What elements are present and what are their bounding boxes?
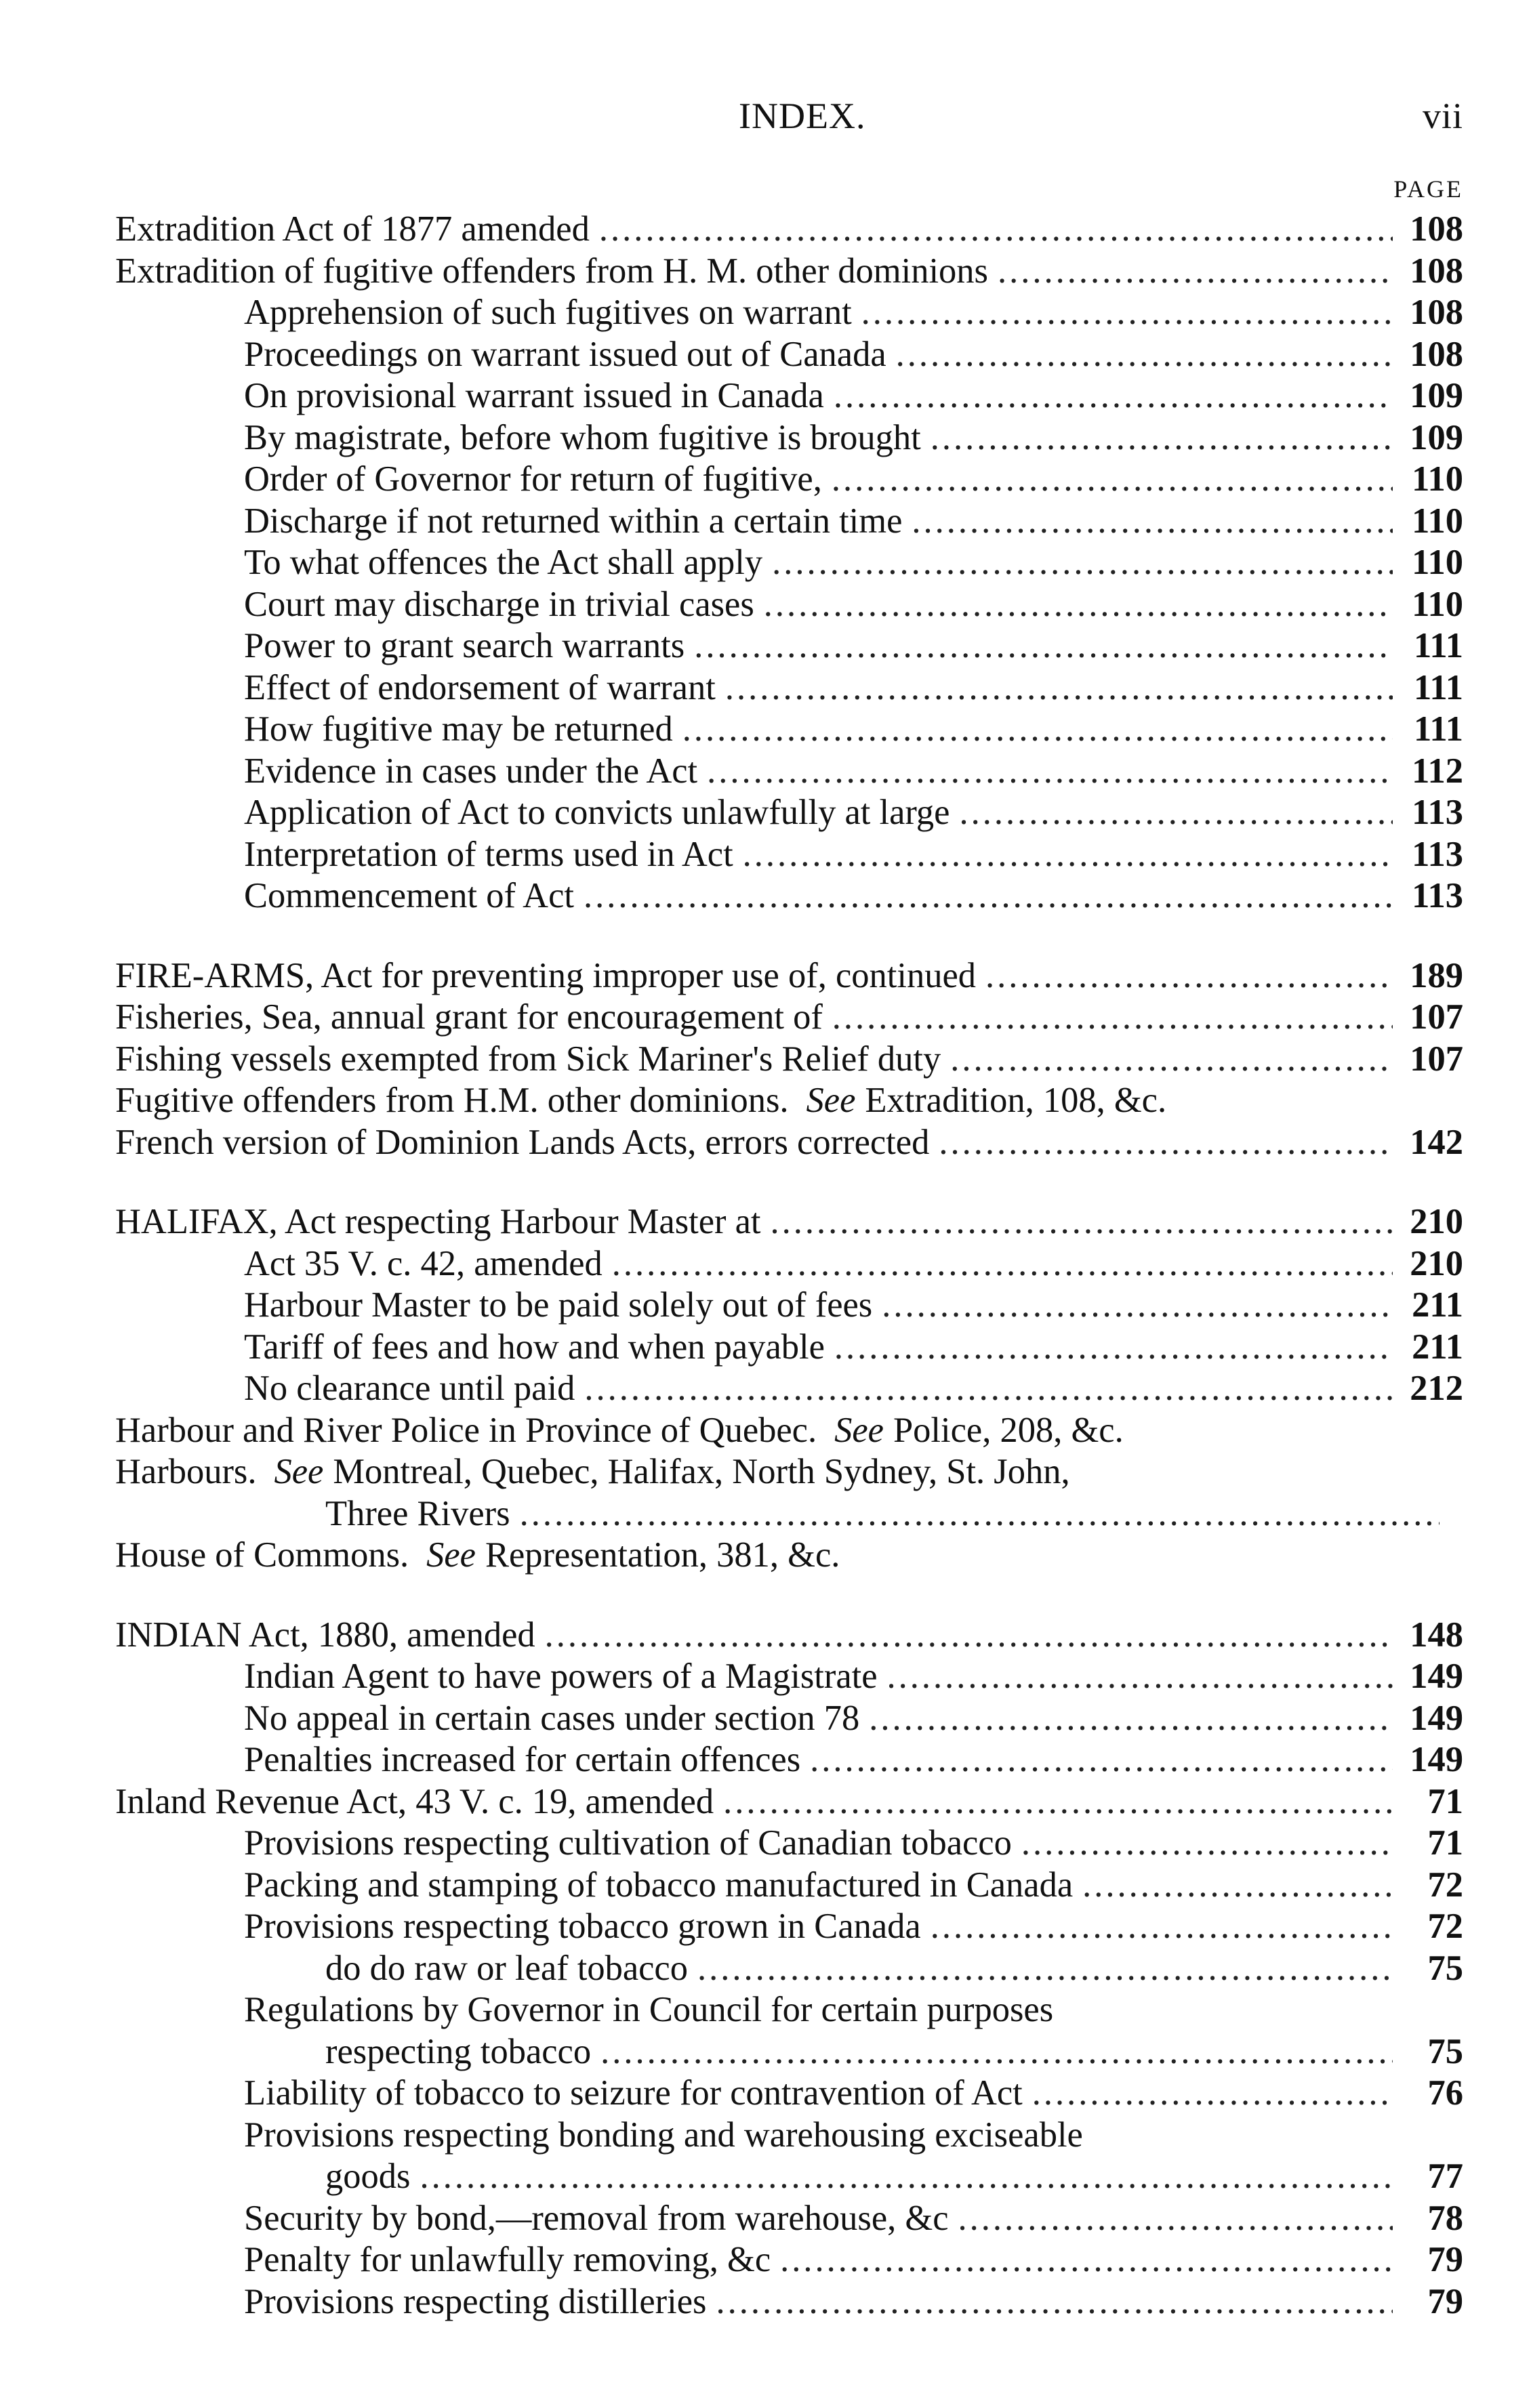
page-number: vii [1422,96,1463,136]
entry-text: Provisions respecting tobacco grown in Canada [244,1907,921,1946]
entry-text: French version of Dominion Lands Acts, errors corrected [115,1122,930,1162]
entry-page-number: 72 [1427,1865,1463,1905]
index-entry [115,2031,1463,2073]
entry-page-number: 108 [1410,334,1463,374]
entry-text: Interpretation of terms used in Act [244,834,733,874]
dot-leader [912,501,1393,543]
dot-leader [939,1122,1393,1164]
entry-text: FIRE-ARMS, Act for preventing improper use of, continued [115,955,976,995]
entry-text: Security by bond,—removal from warehouse, &c [244,2198,949,2238]
index-entry [115,1451,1463,1493]
dot-leader [772,542,1393,584]
entry-text: By magistrate, before whom fugitive is brought [244,417,921,457]
index-entry [115,2115,1463,2157]
section-gap [115,1577,1463,1615]
entry-text: Court may discharge in trivial cases [244,584,754,624]
entry-page-number: 72 [1427,1907,1463,1946]
entry-text: Harbour and River Police in Province of Quebec. [115,1410,817,1450]
entry-page-number: 110 [1412,543,1463,582]
dot-leader [887,1656,1393,1698]
entry-text: Liability of tobacco to seizure for contravention of Act [244,2073,1023,2113]
see-reference-label: See [806,1081,856,1120]
entry-text: Apprehension of such fugitives on warrant [244,293,852,332]
dot-leader [1021,1823,1393,1865]
dot-leader [694,625,1393,667]
index-entry [115,997,1463,1039]
dot-leader [1082,1865,1393,1907]
index-entry [115,292,1463,334]
index-entry [115,251,1463,293]
dot-leader [896,334,1393,376]
entry-text: INDIAN Act, 1880, amended [115,1615,535,1655]
dot-leader [882,1285,1393,1327]
dot-leader [723,1781,1393,1823]
entry-text: Evidence in cases under the Act [244,751,698,791]
index-entry [115,625,1463,667]
entry-page-number: 210 [1410,1243,1463,1283]
dot-leader [545,1615,1393,1657]
index-entry [115,542,1463,584]
index-entry [115,2073,1463,2115]
entry-page-number: 111 [1414,626,1463,665]
dot-leader [420,2156,1393,2198]
index-entry [115,709,1463,751]
entry-text: Packing and stamping of tobacco manufactured in Canada [244,1865,1074,1905]
entry-text: To what offences the Act shall apply [244,543,763,582]
entry-text: Extradition of fugitive offenders from H. M. other dominions [115,251,988,291]
entry-text: Extradition Act of 1877 amended [115,209,590,249]
index-entry [115,1656,1463,1698]
entry-text: Three Rivers [325,1493,510,1533]
index-entry [115,1989,1463,2031]
entry-text: Effect of endorsement of warrant [244,667,716,707]
entry-text: Fugitive offenders from H.M. other dominions. [115,1081,789,1120]
index-list [115,209,1463,2323]
entry-text: No clearance until paid [244,1369,575,1408]
entry-text: Order of Governor for return of fugitive, [244,459,822,499]
entry-text: Penalties increased for certain offences [244,1740,801,1779]
index-entry [115,1615,1463,1657]
index-entry [115,751,1463,793]
entry-page-number: 149 [1410,1740,1463,1779]
dot-leader [764,584,1393,626]
index-entry [115,1039,1463,1081]
dot-leader [599,209,1393,251]
entry-text: Commencement of Act [244,876,574,915]
index-entry [115,1948,1463,1990]
entry-text: do do raw or leaf tobacco [325,1948,688,1988]
dot-leader [998,251,1393,293]
entry-page-number: 113 [1412,876,1463,915]
dot-leader [780,2239,1393,2281]
dot-leader [771,1201,1393,1243]
see-reference-label: See [834,1410,884,1450]
entry-text: Act 35 V. c. 42, amended [244,1243,603,1283]
index-entry [115,955,1463,997]
index-entry [115,1080,1463,1122]
index-entry [115,1285,1463,1327]
index-entry [115,1823,1463,1865]
dot-leader [584,1368,1393,1410]
entry-page-number: 107 [1410,1039,1463,1079]
index-entry [115,501,1463,543]
entry-text: Inland Revenue Act, 43 V. c. 19, amended [115,1781,714,1821]
page-column-label: PAGE [1393,175,1463,203]
entry-page-number: 148 [1410,1615,1463,1655]
index-entry [115,667,1463,709]
entry-text: Penalty for unlawfully removing, &c [244,2240,771,2279]
see-reference-target: Extradition, 108, &c. [865,1081,1167,1120]
entry-page-number: 142 [1410,1122,1463,1162]
entry-page-number: 211 [1412,1285,1463,1325]
index-entry [115,2198,1463,2240]
entry-page-number: 110 [1412,459,1463,499]
index-entry [115,1865,1463,1907]
see-reference-label: See [426,1535,476,1575]
dot-leader [985,955,1393,997]
index-entry [115,792,1463,834]
index-entry [115,417,1463,459]
entry-text: Provisions respecting bonding and warehousing exciseable [244,2115,1083,2155]
index-entry [115,209,1463,251]
dot-leader [697,1948,1393,1990]
entry-text: Indian Agent to have powers of a Magistrate [244,1657,878,1696]
index-entry [115,1122,1463,1164]
entry-text: Discharge if not returned within a certain time [244,501,903,541]
entry-text: On provisional warrant issued in Canada [244,376,824,415]
entry-text: House of Commons. [115,1535,409,1575]
dot-leader [612,1243,1393,1285]
entry-text: HALIFAX, Act respecting Harbour Master at [115,1202,761,1241]
entry-page-number: 109 [1410,376,1463,415]
section-gap [115,1163,1463,1201]
entry-page-number: 149 [1410,1657,1463,1696]
dot-leader [725,667,1393,709]
index-entry [115,1368,1463,1410]
entry-page-number: 211 [1412,1327,1463,1367]
index-entry [115,1698,1463,1740]
entry-text: Regulations by Governor in Council for certain purposes [244,1990,1054,2029]
index-entry [115,875,1463,917]
entry-page-number: 76 [1427,2073,1463,2113]
index-entry [115,2156,1463,2198]
index-entry [115,1410,1463,1452]
index-entry [115,375,1463,417]
index-entry [115,1781,1463,1823]
see-reference-label: See [274,1452,324,1491]
entry-page-number: 110 [1412,501,1463,541]
entry-page-number: 113 [1412,793,1463,832]
dot-leader [832,997,1393,1039]
entry-page-number: 71 [1427,1781,1463,1821]
entry-text: How fugitive may be returned [244,709,673,749]
entry-page-number: 107 [1410,997,1463,1037]
dot-leader [950,1039,1393,1081]
dot-leader [682,709,1393,751]
entry-text: Harbours. [115,1452,257,1491]
dot-leader [810,1739,1393,1781]
entry-page-number: 79 [1427,2240,1463,2279]
entry-page-number: 111 [1414,667,1463,707]
index-entry [115,1493,1463,1535]
entry-text: Proceedings on warrant issued out of Canada [244,334,886,374]
entry-page-number: 71 [1427,1823,1463,1863]
entry-page-number: 77 [1427,2157,1463,2196]
see-reference-target: Montreal, Quebec, Halifax, North Sydney, St. John, [333,1452,1070,1491]
see-reference-target: Representation, 381, &c. [485,1535,840,1575]
dot-leader [716,2281,1393,2323]
dot-leader [861,292,1393,334]
entry-page-number: 108 [1410,251,1463,291]
entry-page-number: 75 [1427,2031,1463,2071]
entry-text: Provisions respecting distilleries [244,2281,707,2321]
index-entry [115,1243,1463,1285]
dot-leader [707,751,1393,793]
entry-page-number: 210 [1410,1202,1463,1241]
dot-leader [960,792,1393,834]
index-entry [115,1739,1463,1781]
entry-text: Application of Act to convicts unlawfully at large [244,793,950,832]
page-title: INDEX. [739,96,866,136]
index-entry [115,834,1463,876]
dot-leader [931,417,1393,459]
entry-text: respecting tobacco [325,2031,592,2071]
dot-leader [520,1493,1440,1535]
entry-page-number: 75 [1427,1948,1463,1988]
entry-page-number: 189 [1410,955,1463,995]
dot-leader [600,2031,1393,2073]
page-header [115,95,1463,137]
index-entry [115,1327,1463,1369]
index-entry [115,584,1463,626]
index-entry [115,2281,1463,2323]
index-entry [115,1535,1463,1577]
dot-leader [1032,2073,1393,2115]
entry-page-number: 212 [1410,1369,1463,1408]
entry-text: Tariff of fees and how and when payable [244,1327,825,1367]
entry-text: Harbour Master to be paid solely out of fees [244,1285,873,1325]
index-entry [115,1201,1463,1243]
entry-text: Provisions respecting cultivation of Canadian tobacco [244,1823,1012,1863]
entry-page-number: 113 [1412,834,1463,874]
dot-leader [584,875,1393,917]
dot-leader [743,834,1393,876]
section-gap [115,917,1463,955]
dot-leader [869,1698,1393,1740]
entry-text: Fishing vessels exempted from Sick Mariner's Relief duty [115,1039,941,1079]
entry-text: Power to grant search warrants [244,626,685,665]
dot-leader [958,2198,1393,2240]
entry-page-number: 78 [1427,2198,1463,2238]
entry-text: No appeal in certain cases under section 78 [244,1698,860,1738]
entry-page-number: 112 [1412,751,1463,791]
entry-page-number: 108 [1410,209,1463,249]
entry-page-number: 108 [1410,293,1463,332]
index-entry [115,1906,1463,1948]
dot-leader [931,1906,1393,1948]
see-reference-target: Police, 208, &c. [893,1410,1124,1450]
entry-page-number: 111 [1414,709,1463,749]
entry-text: goods [325,2157,411,2196]
index-entry [115,334,1463,376]
entry-page-number: 149 [1410,1698,1463,1738]
entry-text: Fisheries, Sea, annual grant for encouragement of [115,997,823,1037]
entry-page-number: 109 [1410,417,1463,457]
dot-leader [834,375,1393,417]
entry-page-number: 79 [1427,2281,1463,2321]
dot-leader [832,459,1393,501]
dot-leader [834,1327,1393,1369]
entry-page-number: 110 [1412,584,1463,624]
index-entry [115,2239,1463,2281]
index-entry [115,459,1463,501]
